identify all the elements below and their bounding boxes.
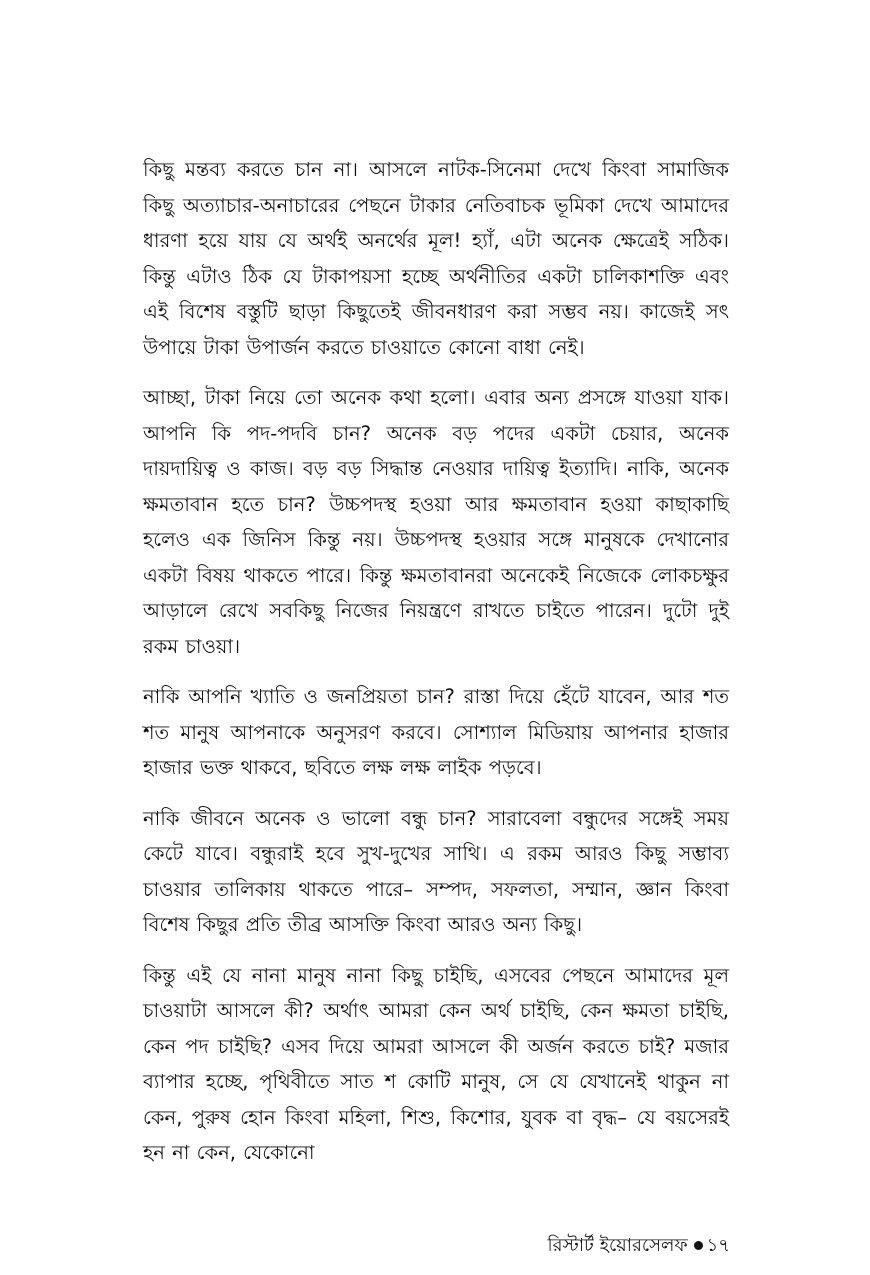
page-number: ১৭ xyxy=(706,1235,730,1256)
page-footer xyxy=(480,1234,730,1258)
running-title: রিস্টার্ট ইয়োরসেলফ xyxy=(547,1235,688,1256)
paragraph: কিন্তু এই যে নানা মানুষ নানা কিছু চাইছি, এসবের পেছনে আমাদের মূল চাওয়াটা আসলে কী? অর্থাৎ আমরা কেন অর্থ চাইছি, কেন ক্ষমতা চাইছি, কেন পদ চাইছি? এসব দিয়ে আমরা আসলে কী অর্জন করতে চাই? মজার ব্যাপার হচ্ছে, পৃথিবীতে সাত শ কোটি মানুষ, সে যে যেখানেই থাকুন না কেন, পুরুষ হোন কিংবা মহিলা, শিশু, কিশোর, যুবক বা বৃদ্ধ– যে বয়সেরই হন না কেন, যেকোনো xyxy=(143,963,729,1164)
paragraph: নাকি আপনি খ্যাতি ও জনপ্রিয়তা চান? রাস্তা দিয়ে হেঁটে যাবেন, আর শত শত মানুষ আপনাকে অনুসরণ করবে। সোশ্যাল মিডিয়ায় আপনার হাজার হাজার ভক্ত থাকবে, ছবিতে লক্ষ লক্ষ লাইক পড়বে। xyxy=(143,685,729,779)
paragraph: নাকি জীবনে অনেক ও ভালো বন্ধু চান? সারাবেলা বন্ধুদের সঙ্গেই সময় কেটে যাবে। বন্ধুরাই হবে সুখ-দুখের সাথি। এ রকম আরও কিছু সম্ভাব্য চাওয়ার তালিকায় থাকতে পারে– সম্পদ, সফলতা, সম্মান, জ্ঞান কিংবা বিশেষ কিছুর প্রতি তীব্র আসক্তি কিংবা আরও অন্য কিছু। xyxy=(143,806,729,936)
bullet-separator-icon xyxy=(694,1241,703,1250)
paragraph: কিছু মন্তব্য করতে চান না। আসলে নাটক-সিনেমা দেখে কিংবা সামাজিক কিছু অত্যাচার-অনাচারের পেছনে টাকার নেতিবাচক ভূমিকা দেখে আমাদের ধারণা হয়ে যায় যে অর্থই অনর্থের মূল! হ্যাঁ, এটা অনেক ক্ষেত্রেই সঠিক। কিন্তু এটাও ঠিক যে টাকাপয়সা হচ্ছে অর্থনীতির একটা চালিকাশক্তি এবং এই বিশেষ বস্তুটি ছাড়া কিছুতেই জীবনধারণ করা সম্ভব নয়। কাজেই সৎ উপায়ে টাকা উপার্জন করতে চাওয়াতে কোনো বাধা নেই। xyxy=(143,158,729,359)
paragraph: আচ্ছা, টাকা নিয়ে তো অনেক কথা হলো। এবার অন্য প্রসঙ্গে যাওয়া যাক। আপনি কি পদ-পদবি চান? অনেক বড় পদের একটা চেয়ার, অনেক দায়দায়িত্ব ও কাজ। বড় বড় সিদ্ধান্ত নেওয়ার দায়িত্ব ইত্যাদি। নাকি, অনেক ক্ষমতাবান হতে চান? উচ্চপদস্থ হওয়া আর ক্ষমতাবান হওয়া কাছাকাছি হলেও এক জিনিস কিন্তু নয়। উচ্চপদস্থ হওয়ার সঙ্গে মানুষকে দেখানোর একটা বিষয় থাকতে পারে। কিন্তু ক্ষমতাবানরা অনেকেই নিজেকে লোকচক্ষুর আড়ালে রেখে সবকিছু নিজের নিয়ন্ত্রণে রাখতে চাইতে পারেন। দুটো দুই রকম চাওয়া। xyxy=(143,386,729,658)
page-body xyxy=(143,152,729,1186)
